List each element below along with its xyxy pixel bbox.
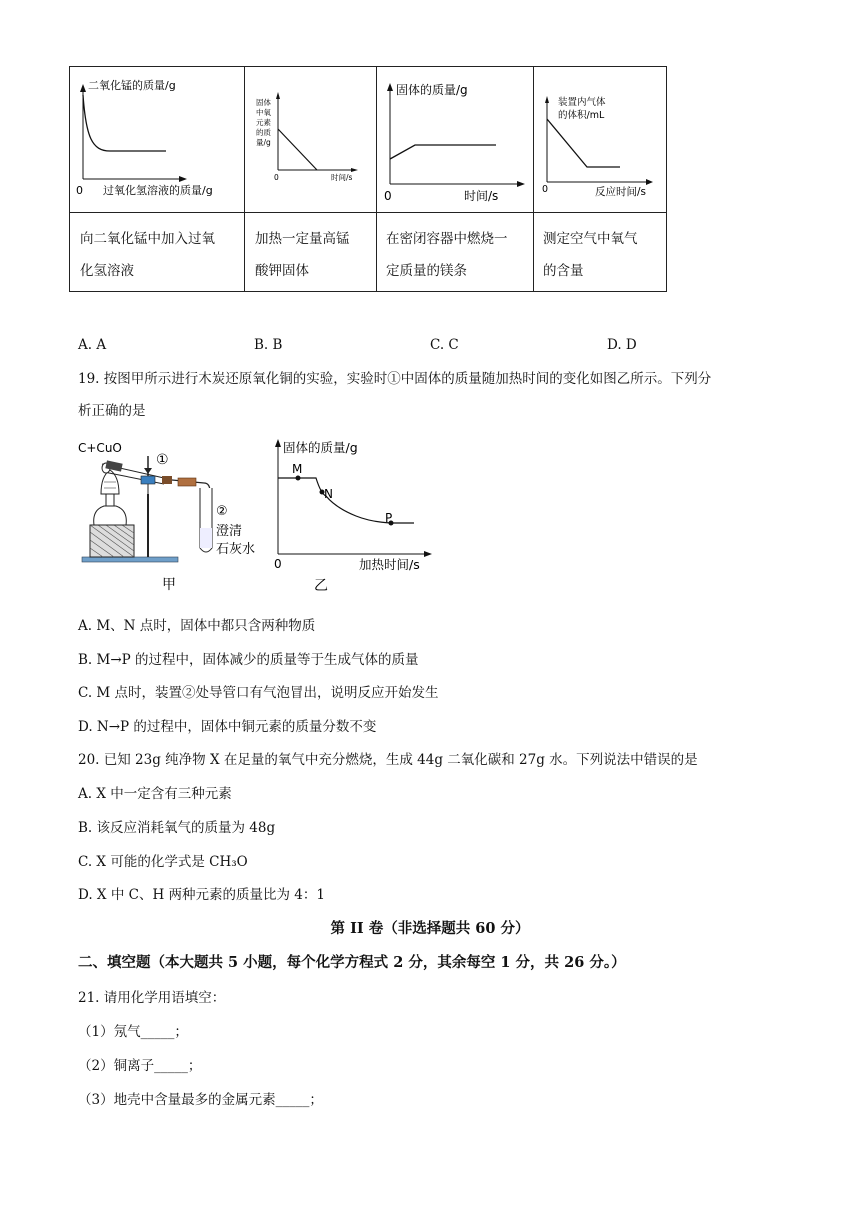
q18-graph-table [69,66,667,292]
point-m-label: M [292,462,303,476]
graph3-ylabel: 固体的质量/g [396,83,468,97]
apparatus-liquid-line1: 澄清 [216,524,243,539]
q20-stem: 20. 已知 23g 纯净物 X 在足量的氧气中充分燃烧，生成 44g 二氧化碳和 27g 水。下列说法中错误的是 [78,752,698,768]
svg-text:装置内气体: 装置内气体 [558,97,606,108]
graph-yi-xlabel: 加热时间/s [359,557,420,572]
caption-a: 向二氧化锰中加入过氧 化氢溶液 [80,231,215,279]
caption-b: 加热一定量高锰 酸钾固体 [255,231,350,279]
caption-c: 在密闭容器中燃烧一 定质量的镁条 [386,231,508,279]
graph1-xlabel: 过氧化氢溶液的质量/g [103,184,213,197]
part2-title: 第 II 卷（非选择题共 60 分） [330,920,530,937]
svg-text:量/g: 量/g [256,138,271,147]
point-n-label: N [324,487,333,501]
q21-item-2: （2）铜离子_____； [78,1058,202,1074]
graph-mg-solid-mass [377,67,533,212]
svg-text:固体: 固体 [256,98,271,107]
q21-stem: 21. 请用化学用语填空： [78,990,226,1006]
q21-item-1: （1）氖气_____； [78,1024,188,1040]
q21-item-3: （3）地壳中含量最多的金属元素_____； [78,1092,323,1108]
svg-text:中氧: 中氧 [256,108,271,117]
svg-text:元素: 元素 [256,118,271,127]
point-p-label: P [385,511,393,525]
graph-air-oxygen-volume [534,67,667,212]
q20-option-a: A. X 中一定含有三种元素 [78,786,232,802]
graph-kmno4-oxygen [245,67,376,212]
graph4-origin: 0 [542,184,549,195]
q19-option-b: B. M→P 的过程中，固体减少的质量等于生成气体的质量 [78,652,419,668]
graph4-ylabel [558,96,606,121]
apparatus-liquid-line2: 石灰水 [216,542,256,557]
q19-stem-line1: 19. 按图甲所示进行木炭还原氧化铜的实验，实验时①中固体的质量随加热时间的变化如图乙所示。下列分 [78,371,712,387]
graph2-origin: 0 [274,173,279,182]
q19-apparatus-figure [76,436,266,596]
q18-option-b: B. B [254,337,283,353]
graph-yi-ylabel: 固体的质量/g [283,440,358,455]
q19-option-c: C. M 点时，装置②处导管口有气泡冒出，说明反应开始发生 [78,685,439,701]
graph2-xlabel: 时间/s [331,173,353,182]
graph3-xlabel: 时间/s [464,189,499,203]
svg-text:的质: 的质 [256,128,271,137]
graph4-xlabel: 反应时间/s [595,186,647,198]
section2-title: 二、填空题（本大题共 5 小题，每个化学方程式 2 分，其余每空 1 分，共 26 分。） [78,954,626,971]
apparatus-mark-1: ① [156,452,169,468]
q19-mass-time-graph [266,436,436,596]
q19-option-a: A. M、N 点时，固体中都只含两种物质 [78,618,316,634]
q19-option-d: D. N→P 的过程中，固体中铜元素的质量分数不变 [78,719,377,735]
graph-yi-origin: 0 [274,557,282,571]
graph2-ylabel [256,97,271,147]
q18-option-c: C. C [430,337,459,353]
q19-stem-line2: 析正确的是 [78,403,146,419]
graph1-origin: 0 [76,184,83,197]
apparatus-reagent-label: C+CuO [78,441,122,455]
q18-option-a: A. A [78,337,107,353]
caption-d: 测定空气中氧气 的含量 [543,231,638,279]
apparatus-caption: 甲 [162,577,176,593]
graph-mno2-mass [70,67,244,212]
q20-option-d: D. X 中 C、H 两种元素的质量比为 4：1 [78,887,325,903]
svg-text:的体积/mL: 的体积/mL [558,110,605,121]
q20-option-c: C. X 可能的化学式是 CH₃O [78,854,248,870]
graph-yi-caption: 乙 [314,578,328,594]
graph1-ylabel: 二氧化锰的质量/g [88,79,176,92]
q20-option-b: B. 该反应消耗氧气的质量为 48g [78,820,276,836]
graph3-origin: 0 [384,189,392,203]
q18-option-d: D. D [607,337,637,353]
apparatus-mark-2: ② [216,504,228,519]
